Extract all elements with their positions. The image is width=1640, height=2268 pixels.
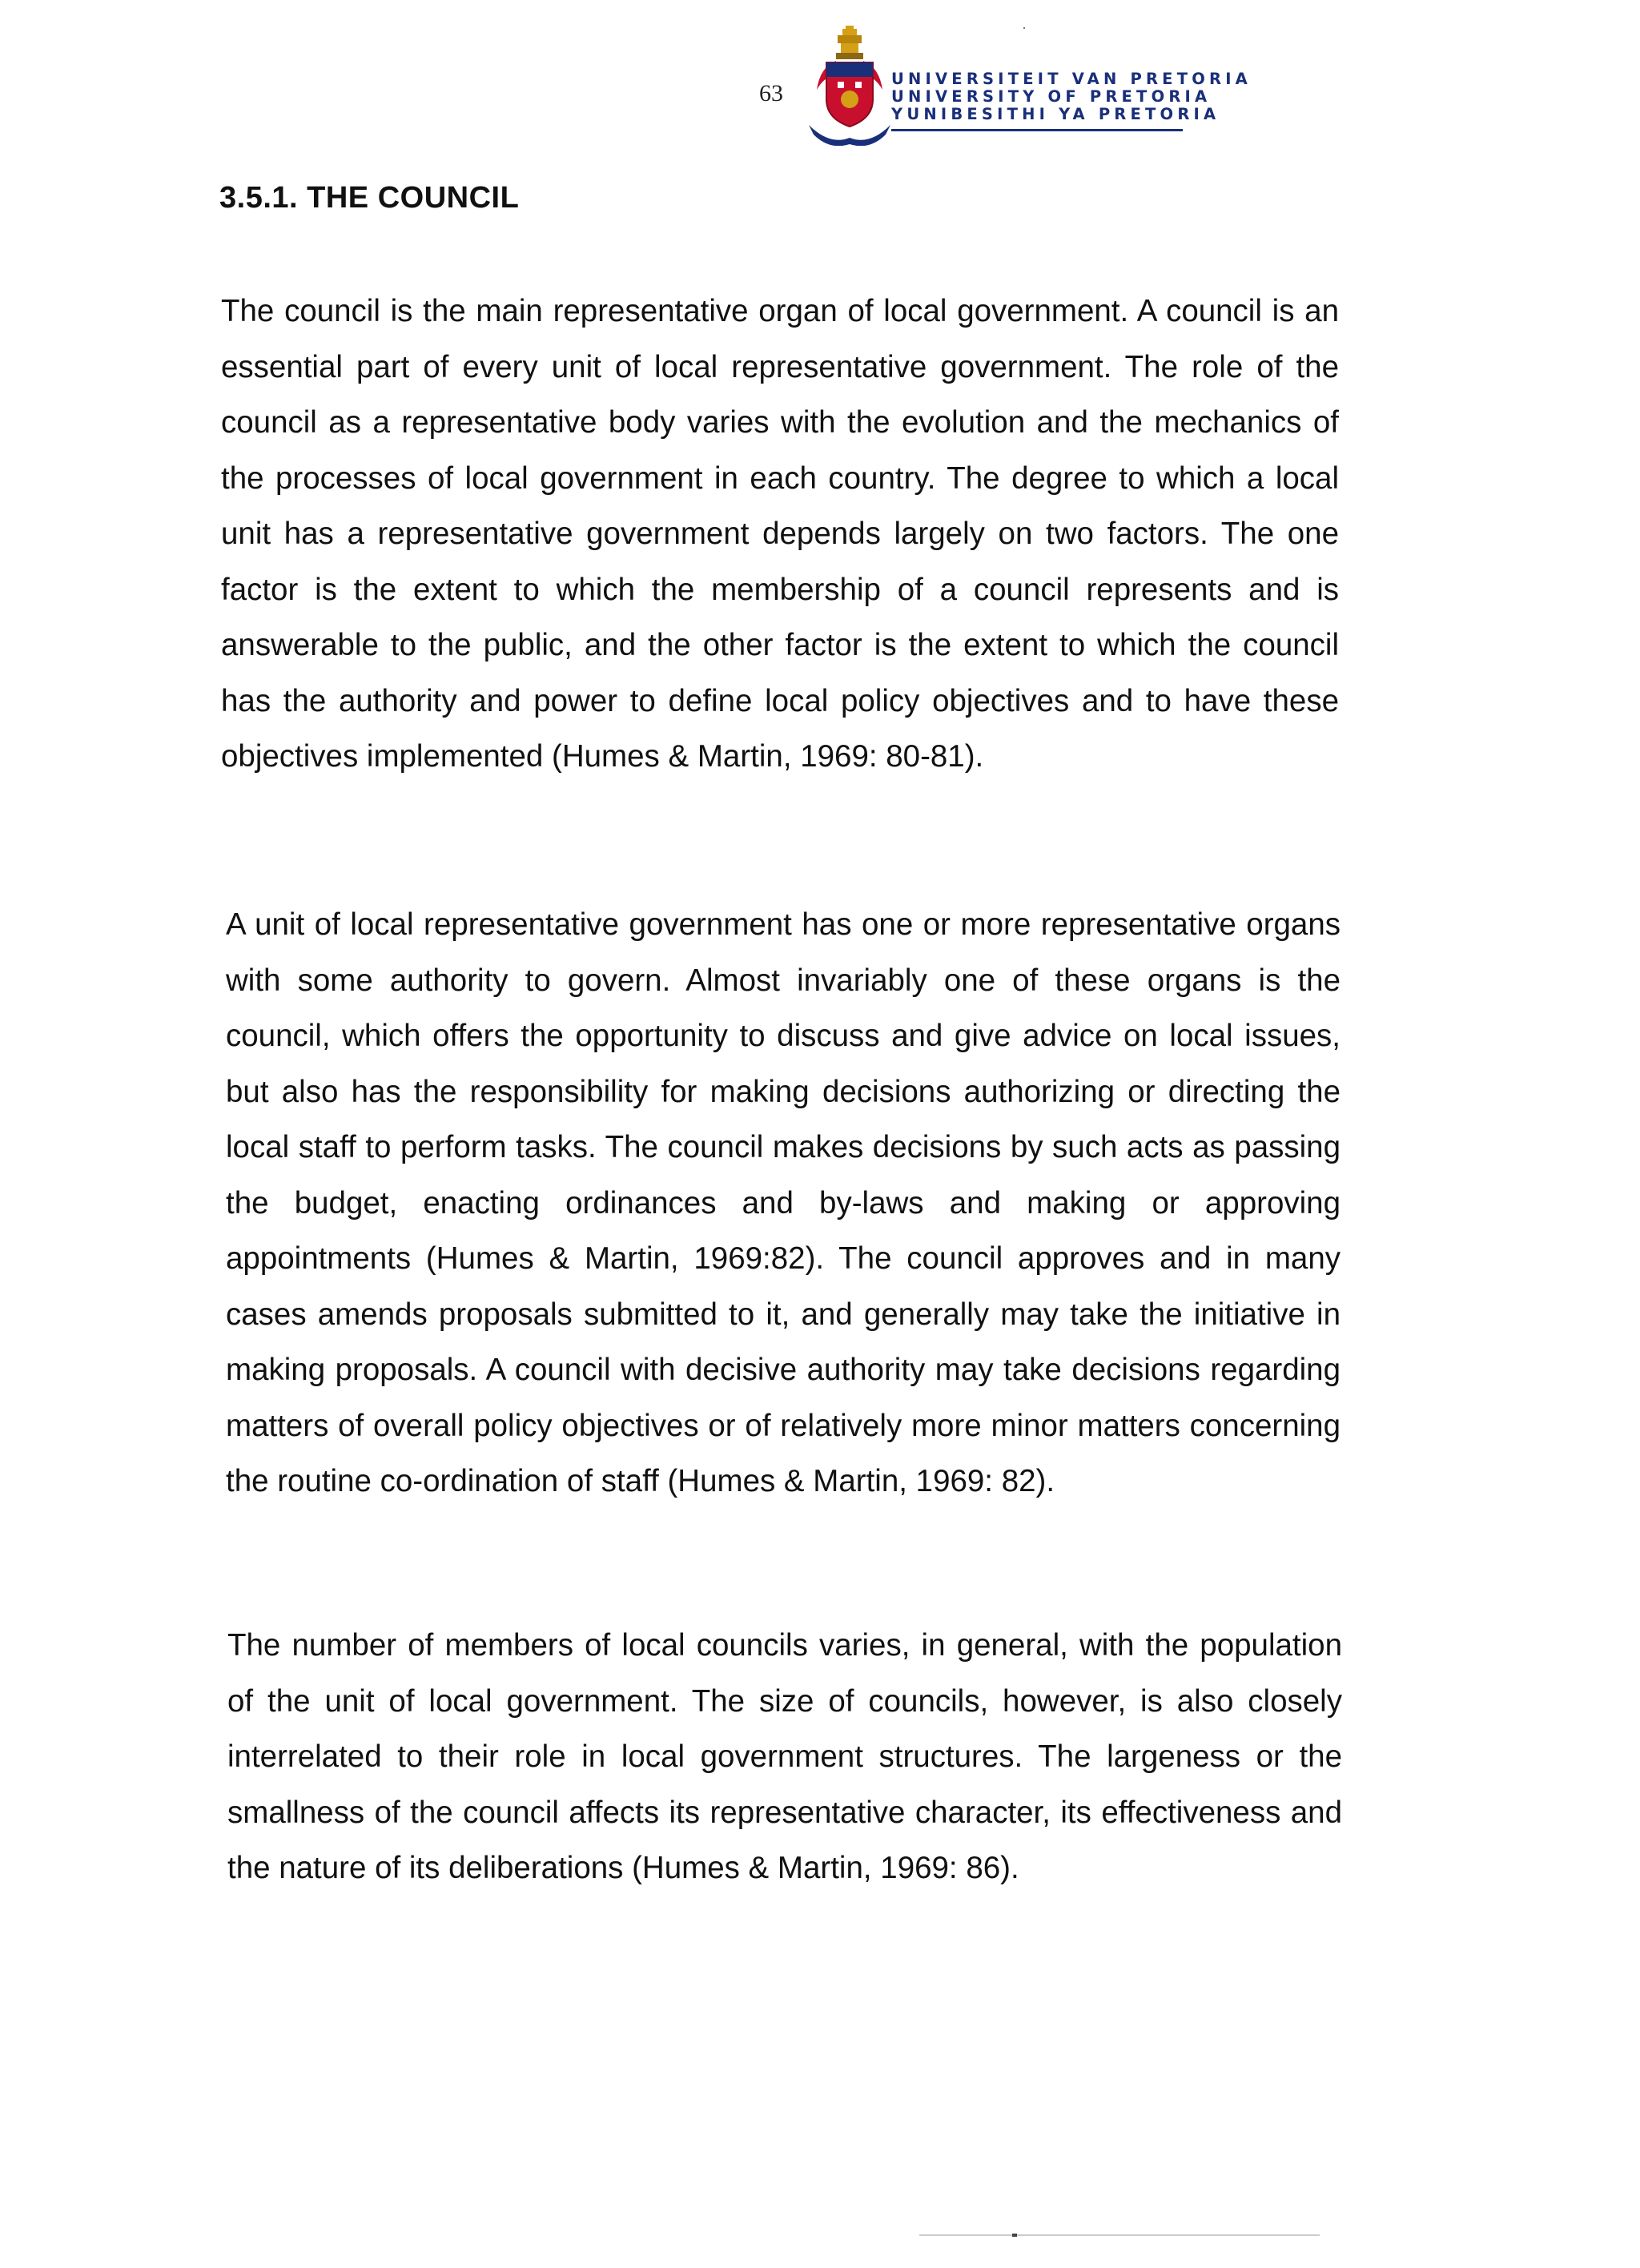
crest-shield-charge [841, 90, 858, 108]
crest-shield-chief [826, 62, 873, 77]
crest-crown [836, 26, 863, 59]
university-crest-logo [806, 26, 894, 146]
university-name-english: UNIVERSITY OF PRETORIA [891, 87, 1212, 106]
crest-motto-ribbon [809, 125, 890, 146]
footer-mark [1012, 2234, 1017, 2237]
footer-rule [919, 2234, 1320, 2236]
university-name-afrikaans: UNIVERSITEIT VAN PRETORIA [891, 70, 1252, 88]
university-name-sepedi: YUNIBESITHI YA PRETORIA [891, 105, 1220, 123]
scan-speck [1023, 27, 1025, 29]
paragraph-1: The council is the main representative organ of local government. A council is an essential part of every unit of local representative government. The role of the council as a representative body varies with the evolution and the mechanics of the processes of local government in each country. The degree to which a local unit has a representative government depends largely on two factors. The one factor is the extent to which the membership of a council represents and is answerable to the public, and the other factor is the extent to which the council has the authority and power to define local policy objectives and to have these objectives implemented (Humes & Martin, 1969: 80-81). [221, 294, 1339, 774]
section-heading: 3.5.1. THE COUNCIL [219, 181, 520, 215]
paragraph-3: The number of members of local councils varies, in general, with the population of the unit of local government. The size of councils, however, is also closely interrelated to their role in local government structures. The largeness or the smallness of the council affects its representative character, its effectiveness and the nature of its deliberations (Humes & Martin, 1969: 86). [227, 1628, 1342, 1885]
page-number: 63 [759, 80, 783, 107]
header-underline [891, 129, 1183, 131]
paragraph-2: A unit of local representative government has one or more representative organs with some authority to govern. Almost invariably one of these organs is the council, which offers the opportunity to discuss and give advice on local issues, but also has the responsibility for making decisions authorizing or directing the local staff to perform tasks. The council makes decisions by such acts as passing the budget, enacting ordinances and by-laws and making or approving appointments (Humes & Martin, 1969:82). The council approves and in many cases amends proposals submitted to it, and generally may take the initiative in making proposals. A council with decisive authority may take decisions regarding matters of overall policy objectives or of relatively more minor matters concerning the routine co-ordination of staff (Humes & Martin, 1969: 82). [226, 907, 1341, 1498]
university-names [891, 70, 1252, 123]
